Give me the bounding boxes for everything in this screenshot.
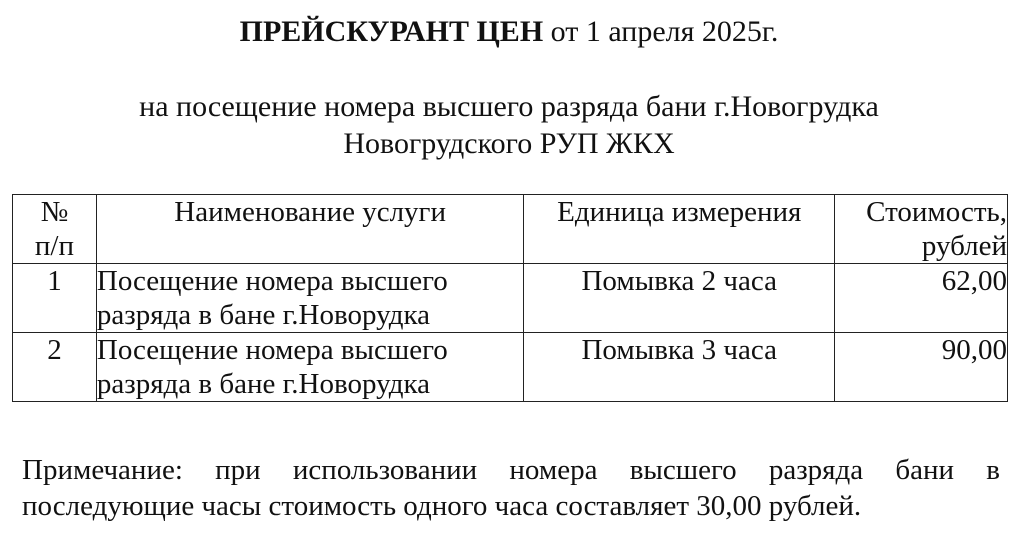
document-title bbox=[0, 14, 1018, 50]
footnote: Примечание: при использовании номера высшего разряда бани в последующие часы стоимость одного часа составляет 30,00 рублей. bbox=[22, 454, 1000, 522]
header-unit: Единица измерения bbox=[524, 195, 835, 264]
header-service-name: Наименование услуги bbox=[96, 195, 524, 264]
header-cost bbox=[835, 195, 1008, 264]
table-row bbox=[13, 264, 1008, 333]
row-service-name bbox=[96, 264, 524, 333]
row-service-name-line-2: разряда в бане г.Новорудка bbox=[96, 368, 431, 400]
header-cost-line-1: Стоимость, bbox=[866, 196, 1007, 228]
price-table bbox=[12, 194, 1008, 402]
header-number-line-2: п/п bbox=[34, 230, 74, 262]
table-header-row bbox=[13, 195, 1008, 264]
row-service-name-line-1: Посещение номера высшего bbox=[96, 265, 448, 297]
row-number: 1 bbox=[13, 264, 97, 333]
subtitle-line-2: Новогрудского РУП ЖКХ bbox=[343, 127, 675, 160]
row-unit: Помывка 2 часа bbox=[524, 264, 835, 333]
row-service-name-line-1: Посещение номера высшего bbox=[96, 334, 448, 366]
header-number bbox=[13, 195, 97, 264]
document-subtitle bbox=[0, 88, 1018, 162]
header-number-line-1: № bbox=[40, 196, 69, 228]
table-row bbox=[13, 333, 1008, 402]
row-number: 2 bbox=[13, 333, 97, 402]
subtitle-line-1: на посещение номера высшего разряда бани г.Новогрудка bbox=[139, 90, 879, 123]
row-unit: Помывка 3 часа bbox=[524, 333, 835, 402]
header-cost-line-2: рублей bbox=[921, 230, 1007, 262]
row-cost: 90,00 bbox=[835, 333, 1008, 402]
title-date: от 1 апреля 2025г. bbox=[543, 15, 779, 48]
row-service-name bbox=[96, 333, 524, 402]
title-bold: ПРЕЙСКУРАНТ ЦЕН bbox=[239, 15, 544, 48]
row-cost: 62,00 bbox=[835, 264, 1008, 333]
row-service-name-line-2: разряда в бане г.Новорудка bbox=[96, 299, 431, 331]
